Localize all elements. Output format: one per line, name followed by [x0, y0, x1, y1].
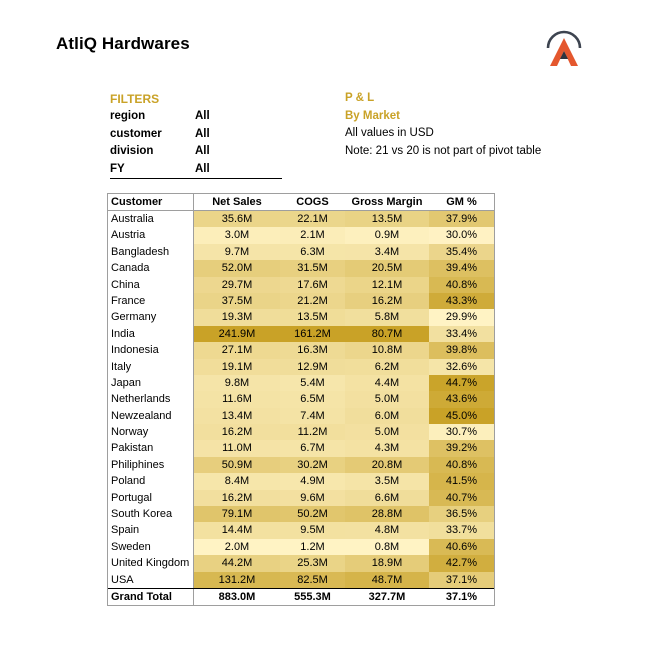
cell-cogs: 4.9M — [280, 473, 345, 489]
report-note-pivot: Note: 21 vs 20 is not part of pivot table — [345, 144, 542, 157]
cell-customer: Australia — [108, 211, 194, 227]
cell-net-sales: 14.4M — [194, 522, 280, 538]
cell-customer: India — [108, 326, 194, 342]
cell-net-sales: 16.2M — [194, 424, 280, 440]
cell-gm-pct: 41.5% — [429, 473, 494, 489]
cell-gm-pct: 36.5% — [429, 506, 494, 522]
cell-cogs: 82.5M — [280, 572, 345, 588]
cell-gm-pct: 40.6% — [429, 539, 494, 555]
table-row — [108, 457, 494, 473]
filter-label: region — [110, 110, 146, 122]
cell-customer: France — [108, 293, 194, 309]
table-row — [108, 391, 494, 407]
total-gross-margin: 327.7M — [368, 590, 406, 603]
cell-cogs: 25.3M — [280, 555, 345, 571]
cell-gm-pct: 30.7% — [429, 424, 494, 440]
report-subtitle: By Market — [345, 109, 400, 122]
cell-cogs: 13.5M — [280, 309, 345, 325]
cell-net-sales: 11.6M — [194, 391, 280, 407]
cell-gross-margin: 6.0M — [345, 408, 429, 424]
cell-net-sales: 29.7M — [194, 277, 280, 293]
cell-gm-pct: 45.0% — [429, 408, 494, 424]
cell-gm-pct: 37.9% — [429, 211, 494, 227]
cell-cogs: 1.2M — [280, 539, 345, 555]
cell-gm-pct: 44.7% — [429, 375, 494, 391]
cell-cogs: 12.9M — [280, 359, 345, 375]
cell-cogs: 21.2M — [280, 293, 345, 309]
cell-net-sales: 79.1M — [194, 506, 280, 522]
cell-net-sales: 13.4M — [194, 408, 280, 424]
cell-gross-margin: 4.8M — [345, 522, 429, 538]
table-body — [108, 211, 494, 588]
cell-gross-margin: 28.8M — [345, 506, 429, 522]
cell-customer: Austria — [108, 227, 194, 243]
cell-cogs: 6.7M — [280, 440, 345, 456]
cell-cogs: 5.4M — [280, 375, 345, 391]
table-row — [108, 555, 494, 571]
cell-customer: Norway — [108, 424, 194, 440]
cell-gm-pct: 33.4% — [429, 326, 494, 342]
cell-cogs: 16.3M — [280, 342, 345, 358]
cell-customer: China — [108, 277, 194, 293]
grand-total-row — [108, 588, 494, 605]
cell-net-sales: 50.9M — [194, 457, 280, 473]
cell-customer: USA — [108, 572, 194, 588]
cell-net-sales: 35.6M — [194, 211, 280, 227]
cell-net-sales: 27.1M — [194, 342, 280, 358]
cell-gm-pct: 40.7% — [429, 490, 494, 506]
cell-cogs: 50.2M — [280, 506, 345, 522]
cell-customer: Portugal — [108, 490, 194, 506]
total-net-sales: 883.0M — [218, 590, 256, 603]
table-row — [108, 440, 494, 456]
table-row — [108, 309, 494, 325]
column-header-gross-margin[interactable]: Gross Margin — [351, 196, 423, 208]
filter-label: customer — [110, 127, 162, 140]
cell-customer: Newzealand — [108, 408, 194, 424]
table-row — [108, 522, 494, 538]
table-row — [108, 260, 494, 276]
cell-cogs: 2.1M — [280, 227, 345, 243]
cell-net-sales: 131.2M — [194, 572, 280, 588]
cell-customer: Bangladesh — [108, 244, 194, 260]
filter-value[interactable]: All — [195, 127, 210, 140]
column-header-customer[interactable]: Customer — [108, 194, 194, 210]
cell-gm-pct: 39.8% — [429, 342, 494, 358]
cell-net-sales: 241.9M — [194, 326, 280, 342]
filter-division[interactable] — [110, 143, 282, 161]
column-header-gm-pct[interactable]: GM % — [446, 196, 477, 208]
cell-gross-margin: 80.7M — [345, 326, 429, 342]
filters-panel — [110, 90, 282, 179]
table-row — [108, 490, 494, 506]
cell-net-sales: 19.1M — [194, 359, 280, 375]
cell-customer: Sweden — [108, 539, 194, 555]
cell-gm-pct: 30.0% — [429, 227, 494, 243]
cell-cogs: 22.1M — [280, 211, 345, 227]
cell-customer: Philiphines — [108, 457, 194, 473]
cell-gm-pct: 33.7% — [429, 522, 494, 538]
filter-label: FY — [110, 162, 125, 175]
cell-gross-margin: 3.5M — [345, 473, 429, 489]
filter-customer[interactable] — [110, 126, 282, 144]
cell-customer: Netherlands — [108, 391, 194, 407]
table-row — [108, 473, 494, 489]
filters-title: FILTERS — [110, 92, 160, 106]
cell-customer: Indonesia — [108, 342, 194, 358]
table-row — [108, 408, 494, 424]
filter-fy[interactable] — [110, 161, 282, 180]
cell-net-sales: 16.2M — [194, 490, 280, 506]
cell-gross-margin: 10.8M — [345, 342, 429, 358]
cell-gross-margin: 4.3M — [345, 440, 429, 456]
atliq-logo-icon — [546, 30, 582, 68]
table-row — [108, 244, 494, 260]
cell-gm-pct: 43.6% — [429, 391, 494, 407]
table-row — [108, 572, 494, 588]
cell-cogs: 6.3M — [280, 244, 345, 260]
table-row — [108, 506, 494, 522]
cell-customer: Italy — [108, 359, 194, 375]
cell-cogs: 30.2M — [280, 457, 345, 473]
cell-gross-margin: 6.2M — [345, 359, 429, 375]
table-row — [108, 424, 494, 440]
table-row — [108, 211, 494, 227]
report-title: P & L — [345, 92, 375, 104]
table-row — [108, 539, 494, 555]
cell-gross-margin: 16.2M — [345, 293, 429, 309]
filter-value[interactable]: All — [195, 110, 210, 122]
cell-gross-margin: 4.4M — [345, 375, 429, 391]
cell-customer: South Korea — [108, 506, 194, 522]
cell-cogs: 6.5M — [280, 391, 345, 407]
filter-value[interactable]: All — [195, 145, 210, 158]
cell-net-sales: 9.8M — [194, 375, 280, 391]
table-row — [108, 359, 494, 375]
table-row — [108, 277, 494, 293]
pnl-pivot-table — [107, 193, 495, 606]
cell-gross-margin: 12.1M — [345, 277, 429, 293]
cell-net-sales: 52.0M — [194, 260, 280, 276]
cell-gross-margin: 3.4M — [345, 244, 429, 260]
table-row — [108, 227, 494, 243]
cell-customer: United Kingdom — [108, 555, 194, 571]
cell-gm-pct: 40.8% — [429, 457, 494, 473]
cell-gross-margin: 5.0M — [345, 391, 429, 407]
cell-net-sales: 44.2M — [194, 555, 280, 571]
cell-cogs: 11.2M — [280, 424, 345, 440]
cell-net-sales: 3.0M — [194, 227, 280, 243]
cell-cogs: 161.2M — [280, 326, 345, 342]
cell-gm-pct: 39.2% — [429, 440, 494, 456]
cell-gross-margin: 20.8M — [345, 457, 429, 473]
cell-net-sales: 19.3M — [194, 309, 280, 325]
cell-net-sales: 11.0M — [194, 440, 280, 456]
cell-customer: Germany — [108, 309, 194, 325]
cell-gross-margin: 5.8M — [345, 309, 429, 325]
column-header-cogs[interactable]: COGS — [296, 196, 329, 208]
filter-label: division — [110, 145, 154, 158]
cell-gross-margin: 0.9M — [345, 227, 429, 243]
table-header-row — [108, 194, 494, 211]
cell-cogs: 31.5M — [280, 260, 345, 276]
cell-gross-margin: 5.0M — [345, 424, 429, 440]
total-cogs: 555.3M — [294, 590, 331, 603]
table-row — [108, 326, 494, 342]
total-gm-pct: 37.1% — [445, 590, 478, 603]
cell-net-sales: 37.5M — [194, 293, 280, 309]
cell-net-sales: 2.0M — [194, 539, 280, 555]
table-row — [108, 375, 494, 391]
cell-gm-pct: 39.4% — [429, 260, 494, 276]
cell-gm-pct: 43.3% — [429, 293, 494, 309]
cell-customer: Japan — [108, 375, 194, 391]
cell-gross-margin: 13.5M — [345, 211, 429, 227]
table-row — [108, 293, 494, 309]
total-label: Grand Total — [108, 589, 194, 605]
report-info — [345, 90, 541, 160]
cell-customer: Canada — [108, 260, 194, 276]
filter-value[interactable]: All — [195, 162, 210, 175]
cell-gross-margin: 6.6M — [345, 490, 429, 506]
table-row — [108, 342, 494, 358]
cell-cogs: 9.6M — [280, 490, 345, 506]
cell-cogs: 7.4M — [280, 408, 345, 424]
cell-gross-margin: 0.8M — [345, 539, 429, 555]
cell-net-sales: 8.4M — [194, 473, 280, 489]
cell-gross-margin: 20.5M — [345, 260, 429, 276]
filter-region[interactable] — [110, 108, 282, 126]
cell-gross-margin: 48.7M — [345, 572, 429, 588]
cell-gm-pct: 40.8% — [429, 277, 494, 293]
cell-gm-pct: 29.9% — [429, 309, 494, 325]
cell-cogs: 17.6M — [280, 277, 345, 293]
cell-cogs: 9.5M — [280, 522, 345, 538]
page-title: AtliQ Hardwares — [56, 34, 190, 53]
cell-gm-pct: 37.1% — [429, 572, 494, 588]
cell-customer: Pakistan — [108, 440, 194, 456]
cell-gm-pct: 35.4% — [429, 244, 494, 260]
cell-gm-pct: 42.7% — [429, 555, 494, 571]
cell-net-sales: 9.7M — [194, 244, 280, 260]
column-header-net-sales[interactable]: Net Sales — [212, 196, 262, 208]
cell-customer: Spain — [108, 522, 194, 538]
cell-customer: Poland — [108, 473, 194, 489]
cell-gm-pct: 32.6% — [429, 359, 494, 375]
report-note-currency: All values in USD — [345, 127, 434, 140]
cell-gross-margin: 18.9M — [345, 555, 429, 571]
